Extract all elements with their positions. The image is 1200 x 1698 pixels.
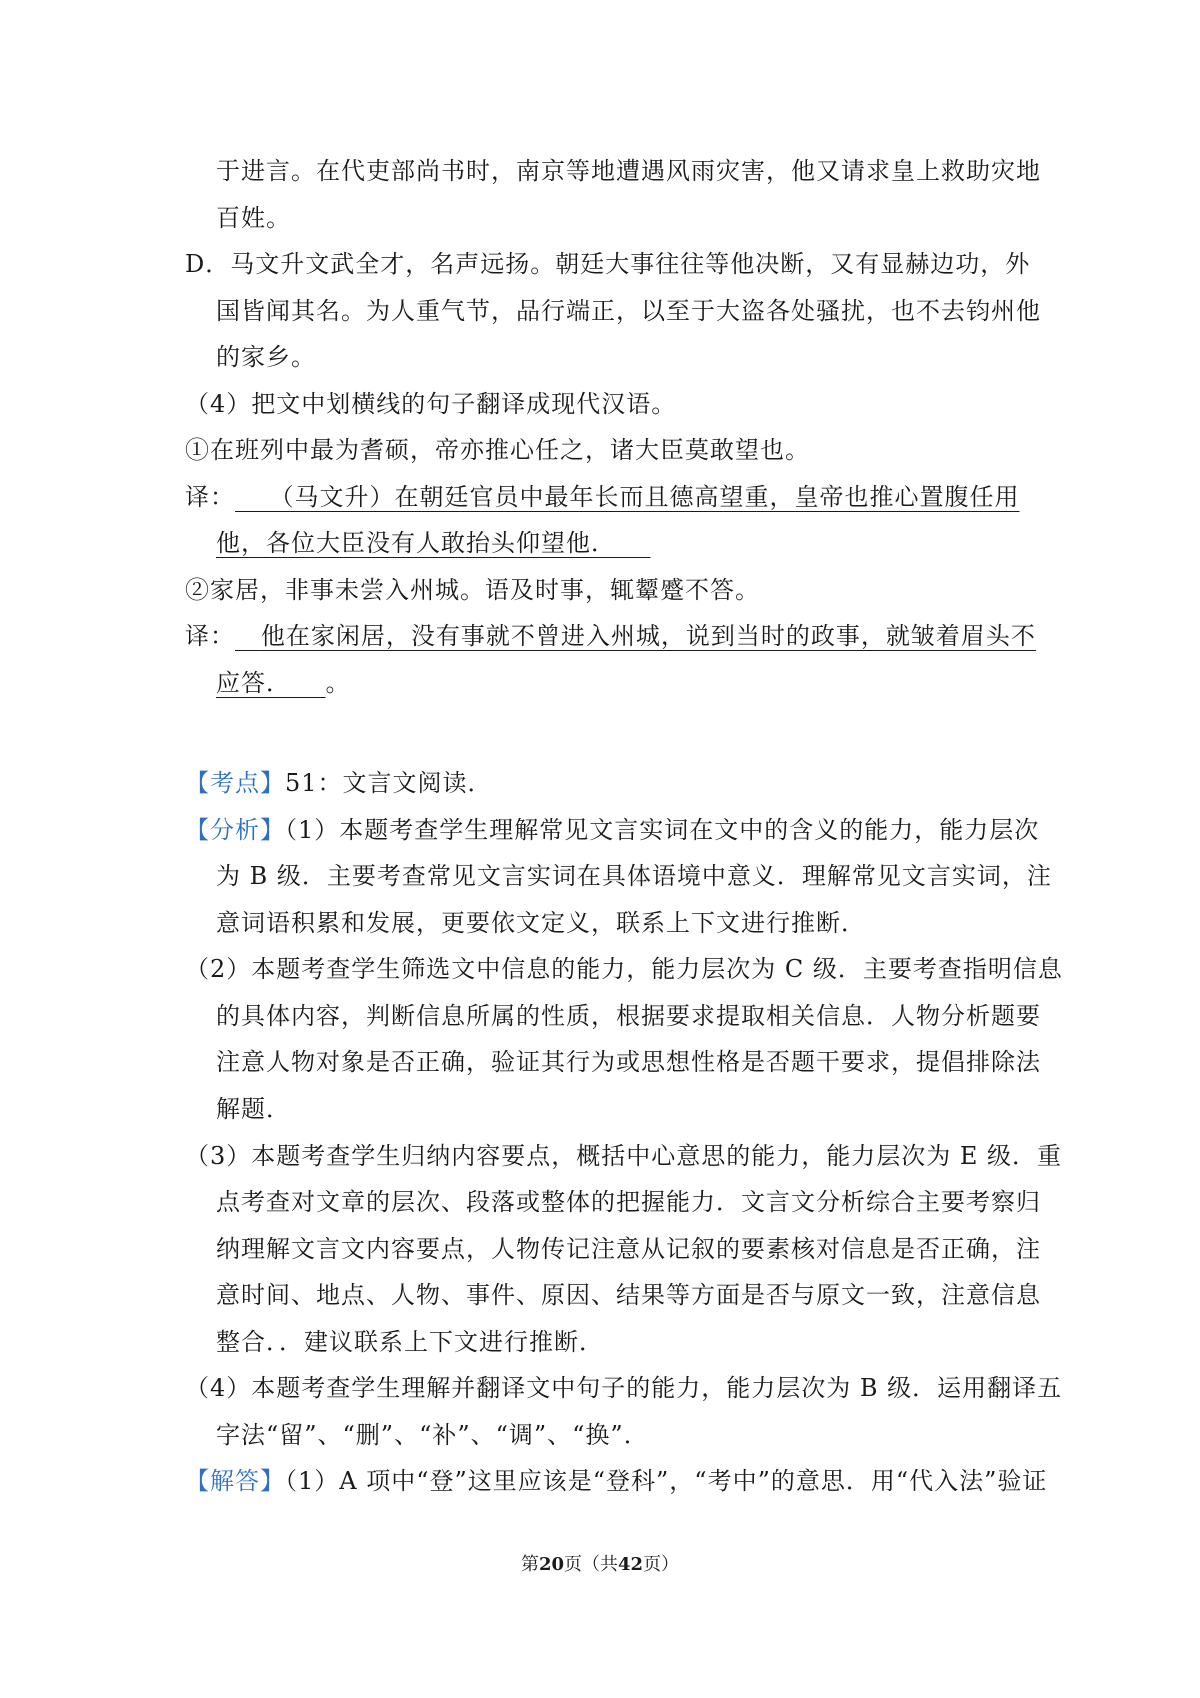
text-line: 注意人物对象是否正确，验证其行为或思想性格是否题干要求，提倡排除法 [216,1048,1041,1076]
analysis-4-line: （4）本题考查学生理解并翻译文中句子的能力，能力层次为 B 级．运用翻译五 [185,1374,1063,1402]
text-line: 于进言。在代吏部尚书时，南京等地遭遇风雨灾害，他又请求皇上救助灾地 [216,157,1041,185]
translation-label: 译： [185,622,235,650]
text-line: 解题． [216,1095,291,1123]
text-line: 整合．．建议联系上下文进行推断． [216,1328,604,1356]
translation-2-cont: 应答． 。 [216,669,351,697]
text-line: 意词语积累和发展，更要依文定义，联系上下文进行推断． [216,909,866,937]
text-line: 国皆闻其名。为人重气节，品行端正，以至于大盗各处骚扰，也不去钧州他 [216,297,1041,325]
fenxi-tag: 【分析】 [185,816,285,844]
analysis-3-line: （3）本题考查学生归纳内容要点，概括中心意思的能力，能力层次为 E 级．重 [185,1142,1063,1170]
sentence-1: ①在班列中最为耆硕，帝亦推心任之，诸大臣莫敢望也。 [185,436,810,464]
text-line: 意时间、地点、人物、事件、原因、结果等方面是否与原文一致，注意信息 [216,1281,1041,1309]
kaodian-line: 【考点】51：文言文阅读． [185,769,493,797]
translation-answer: 应答． [216,669,291,697]
text-line: 的家乡。 [216,343,316,371]
jieda-tag: 【解答】 [185,1467,285,1495]
sentence-2: ②家居，非事未尝入州城。语及时事，辄颦蹙不答。 [185,576,760,604]
translation-label: 译： [185,483,235,511]
total-pages: 42 [618,1554,644,1575]
jieda-line: 【解答】（1）A 项中“登”这里应该是“登科”，“考中”的意思．用“代入法”验证 [185,1467,1048,1495]
analysis-2-line: （2）本题考查学生筛选文中信息的能力，能力层次为 C 级．主要考查指明信息 [185,955,1063,983]
translation-1-cont [216,528,651,558]
translation-answer: （马文升）在朝廷官员中最年长而且德高望重，皇帝也推心置腹任用 [269,483,1020,511]
text-line: 为 B 级．主要考查常见文言实词在具体语境中意义．理解常见文言实词，注 [216,862,1052,890]
text-line: 字法“留”、“删”、“补”、“调”、“换”． [216,1421,649,1449]
text-line: 纳理解文言文内容要点，人物传记注意从记叙的要素核对信息是否正确，注 [216,1235,1041,1263]
fenxi-line: 【分析】（1）本题考查学生理解常见文言实词在文中的含义的能力，能力层次 [185,816,1040,844]
question-4-heading: （4）把文中划横线的句子翻译成现代汉语。 [185,390,677,418]
page-number: 20 [538,1554,564,1575]
text-line: 百姓。 [216,204,291,232]
text-line: 点考查对文章的层次、段落或整体的把握能力．文言文分析综合主要考察归 [216,1188,1041,1216]
translation-2-line [185,621,1036,651]
translation-1-line [185,482,1020,512]
translation-answer: 他在家闲居，没有事就不曾进入州城，说到当时的政事，就皱着眉头不 [260,622,1036,650]
kaodian-tag: 【考点】 [185,769,285,797]
page-footer: 第20页（共42页） [520,1554,680,1575]
translation-answer: 他，各位大臣没有人敢抬头仰望他． [216,529,616,557]
option-d-line: D．马文升文武全才，名声远扬。朝廷大事往往等他决断，又有显赫边功，外 [185,250,1031,278]
text-line: 的具体内容，判断信息所属的性质，根据要求提取相关信息．人物分析题要 [216,1002,1041,1030]
